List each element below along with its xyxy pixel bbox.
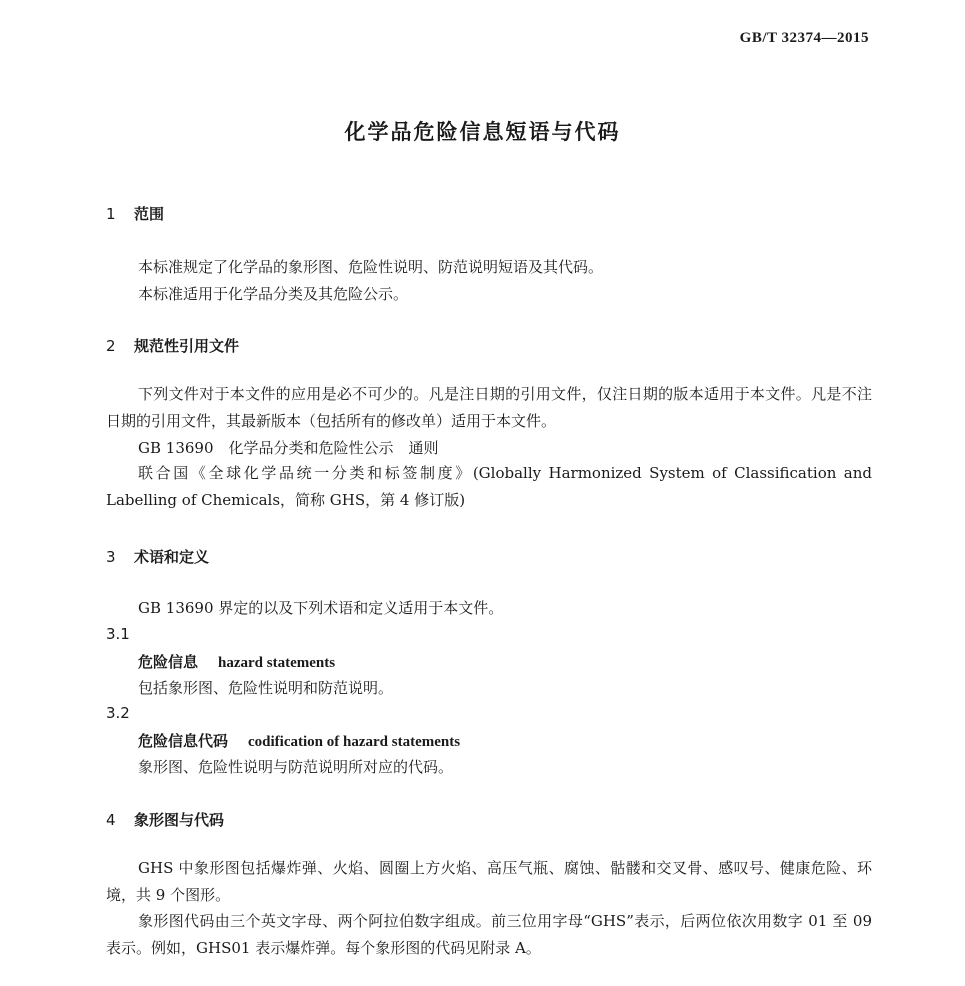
section-1-paragraph-1: 本标准规定了化学品的象形图、危险性说明、防范说明短语及其代码。 [138, 258, 604, 276]
section-title: 象形图与代码 [134, 811, 225, 829]
term-3-1 [138, 651, 335, 672]
section-4-heading [106, 809, 224, 830]
document-code: GB/T 32374—2015 [739, 30, 869, 46]
term-3-2-definition: 象形图、危险性说明与防范说明所对应的代码。 [138, 758, 454, 776]
section-number: 3 [106, 548, 116, 566]
section-3-paragraph-1: GB 13690 界定的以及下列术语和定义适用于本文件。 [138, 599, 504, 617]
section-4-paragraph-1: GHS 中象形图包括爆炸弹、火焰、圆圈上方火焰、高压气瓶、腐蚀、骷髅和交叉骨、感叹号、健康危险、环境，共 9 个图形。 [106, 859, 872, 904]
section-number: 1 [106, 205, 116, 223]
section-title: 范围 [134, 205, 165, 223]
reference-ghs: 联合国《全球化学品统一分类和标签制度》(Globally Harmonized System of Classification and Labelling of Chemicals，简称 GHS，第 4 修订版) [106, 464, 872, 509]
section-title: 术语和定义 [134, 548, 210, 566]
section-2-paragraph-1: 下列文件对于本文件的应用是必不可少的。凡是注日期的引用文件，仅注日期的版本适用于本文件。凡是不注日期的引用文件，其最新版本（包括所有的修改单）适用于本文件。 [106, 385, 872, 430]
section-1-paragraph-2: 本标准适用于化学品分类及其危险公示。 [138, 285, 409, 303]
term-3-2-number: 3.2 [106, 704, 130, 722]
section-number: 2 [106, 337, 116, 355]
term-3-1-definition: 包括象形图、危险性说明和防范说明。 [138, 679, 394, 697]
reference-gb13690: GB 13690 化学品分类和危险性公示 通则 [138, 439, 439, 457]
term-en: hazard statements [218, 655, 336, 671]
page-title: 化学品危险信息短语与代码 [344, 120, 621, 144]
section-4-paragraph-2: 象形图代码由三个英文字母、两个阿拉伯数字组成。前三位用字母“GHS”表示，后两位依次用数字 01 至 09 表示。例如，GHS01 表示爆炸弹。每个象形图的代码见附录 A。 [106, 912, 872, 957]
section-3-heading [106, 546, 209, 567]
section-1-heading [106, 203, 164, 224]
term-zh: 危险信息 [138, 653, 199, 671]
term-3-2 [138, 730, 460, 751]
section-title: 规范性引用文件 [134, 337, 240, 355]
section-number: 4 [106, 811, 116, 829]
section-2-heading [106, 335, 239, 356]
term-en: codification of hazard statements [248, 734, 461, 750]
term-3-1-number: 3.1 [106, 625, 130, 643]
term-zh: 危险信息代码 [138, 732, 229, 750]
